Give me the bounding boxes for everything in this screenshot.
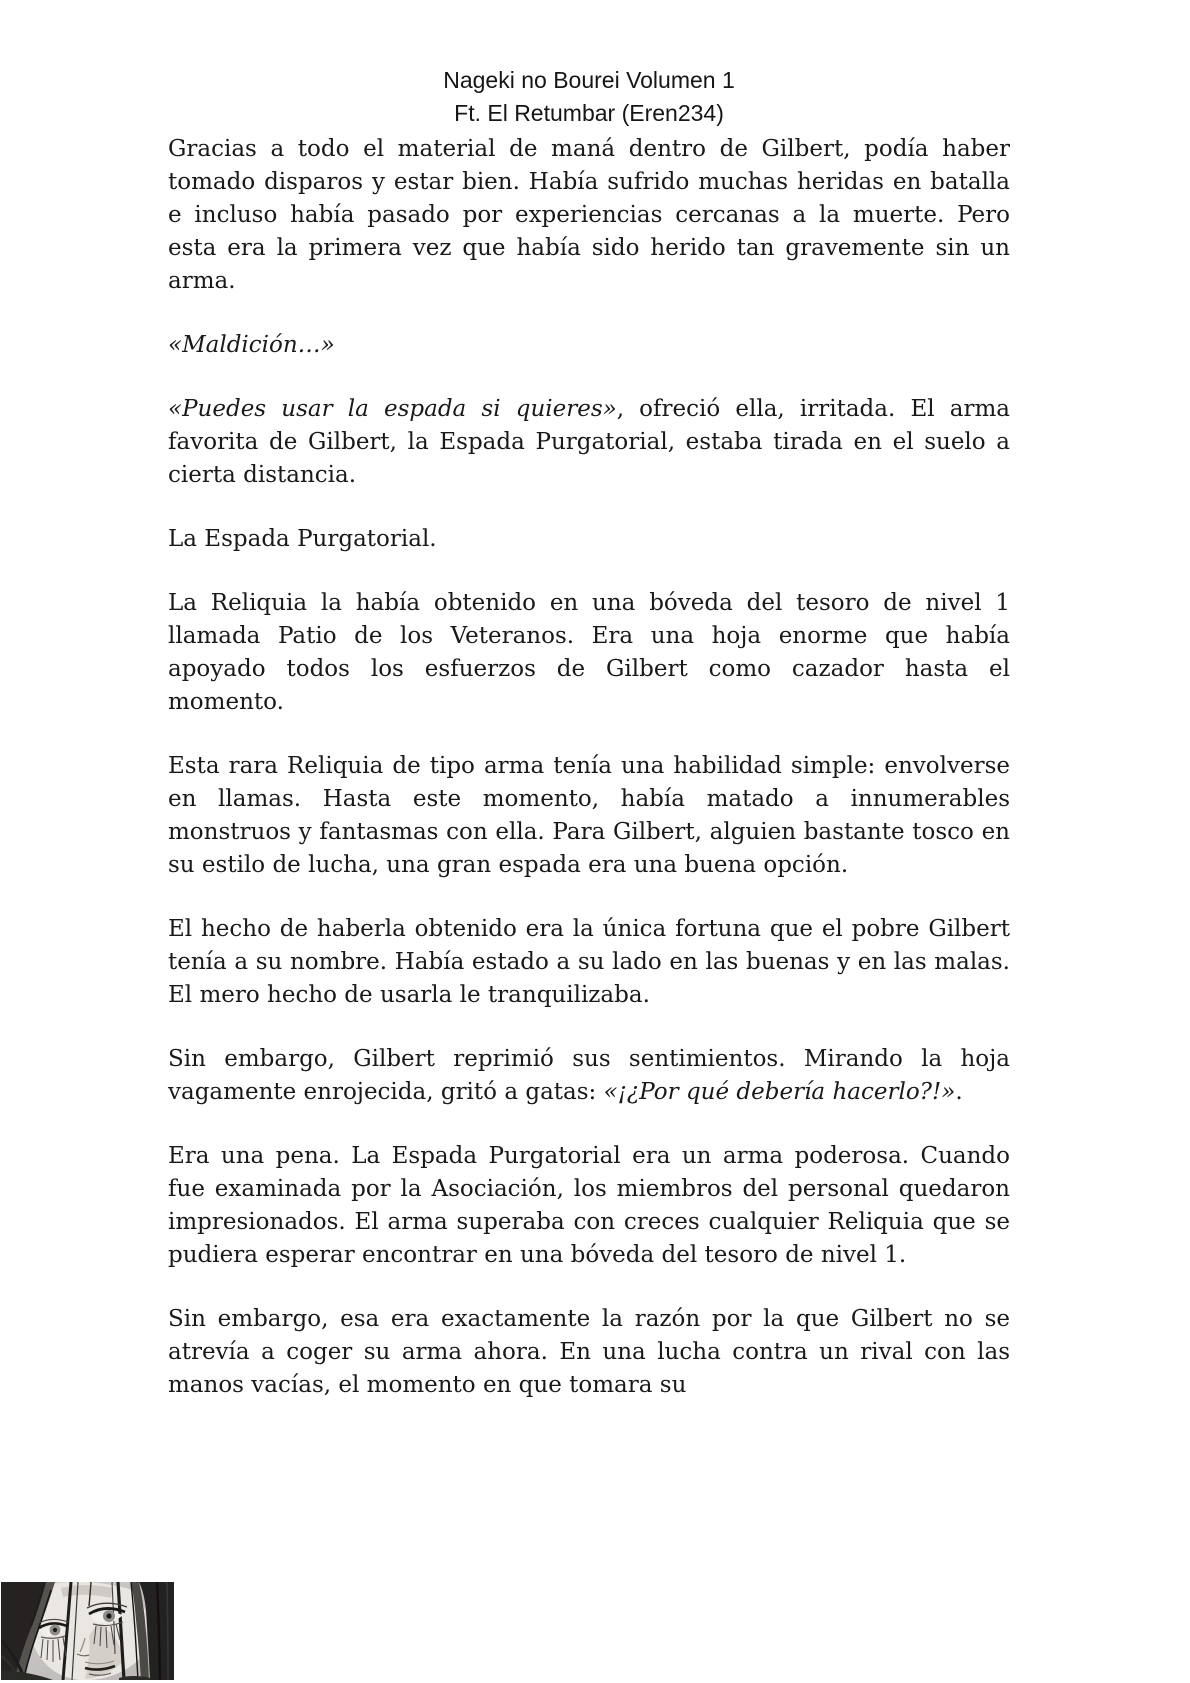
paragraph-run: Esta rara Reliquia de tipo arma tenía una habilidad simple: envolverse en llamas. Hasta este momento, había matado a innumerables monstruos y fantasmas con ella. Para Gilbert, alguien bastante tosco en su estilo de lucha, una gran espada era una buena opción. — [168, 753, 1010, 878]
paragraph-run: Sin embargo, Gilbert reprimió sus sentimientos. Mirando la hoja vagamente enrojecida, gritó a gatas: — [168, 1046, 1010, 1105]
paragraph-run: La Reliquia la había obtenido en una bóveda del tesoro de nivel 1 llamada Patio de los Veteranos. Era una hoja enorme que había apoyado todos los esfuerzos de Gilbert como cazador hasta el momento. — [168, 590, 1010, 715]
paragraph-run: . — [955, 1079, 963, 1105]
paragraph — [168, 329, 1010, 362]
paragraph-run: La Espada Purgatorial. — [168, 526, 437, 552]
paragraph-run-italic: «Maldición…» — [168, 332, 335, 358]
paragraph — [168, 750, 1010, 882]
page-title — [168, 64, 1010, 130]
document-body — [168, 133, 1010, 1402]
manga-face-artwork — [1, 1582, 174, 1680]
paragraph — [168, 523, 1010, 556]
paragraph — [168, 587, 1010, 719]
paragraph-run-italic: «¡¿Por qué debería hacerlo?!» — [603, 1079, 956, 1105]
title-line-2: Ft. El Retumbar (Eren234) — [454, 100, 724, 126]
paragraph — [168, 133, 1010, 298]
paragraph — [168, 913, 1010, 1012]
paragraph-run-italic: «Puedes usar la espada si quieres» — [168, 396, 617, 422]
title-line-1: Nageki no Bourei Volumen 1 — [443, 67, 735, 93]
paragraph-run: Sin embargo, esa era exactamente la razón por la que Gilbert no se atrevía a coger su arma ahora. En una lucha contra un rival con las manos vacías, el momento en que tomara su — [168, 1306, 1010, 1398]
paragraph-run: , ofreció ella, irritada. El arma favorita de Gilbert, la Espada Purgatorial, estaba tirada en el suelo a cierta distancia. — [168, 396, 1010, 488]
manga-face-image — [1, 1582, 174, 1680]
paragraph — [168, 1303, 1010, 1402]
paragraph-run: El hecho de haberla obtenido era la única fortuna que el pobre Gilbert tenía a su nombre. Había estado a su lado en las buenas y en las malas. El mero hecho de usarla le tranquilizaba. — [168, 916, 1010, 1008]
paragraph — [168, 1140, 1010, 1272]
paragraph-run: Gracias a todo el material de maná dentro de Gilbert, podía haber tomado disparos y estar bien. Había sufrido muchas heridas en batalla e incluso había pasado por experiencias cercanas a la muerte. Pero esta era la primera vez que había sido herido tan gravemente sin un arma. — [168, 136, 1010, 294]
document-content — [168, 64, 1010, 1402]
paragraph — [168, 393, 1010, 492]
paragraph — [168, 1043, 1010, 1109]
paragraph-run: Era una pena. La Espada Purgatorial era un arma poderosa. Cuando fue examinada por la Asociación, los miembros del personal quedaron impresionados. El arma superaba con creces cualquier Reliquia que se pudiera esperar encontrar en una bóveda del tesoro de nivel 1. — [168, 1143, 1010, 1268]
